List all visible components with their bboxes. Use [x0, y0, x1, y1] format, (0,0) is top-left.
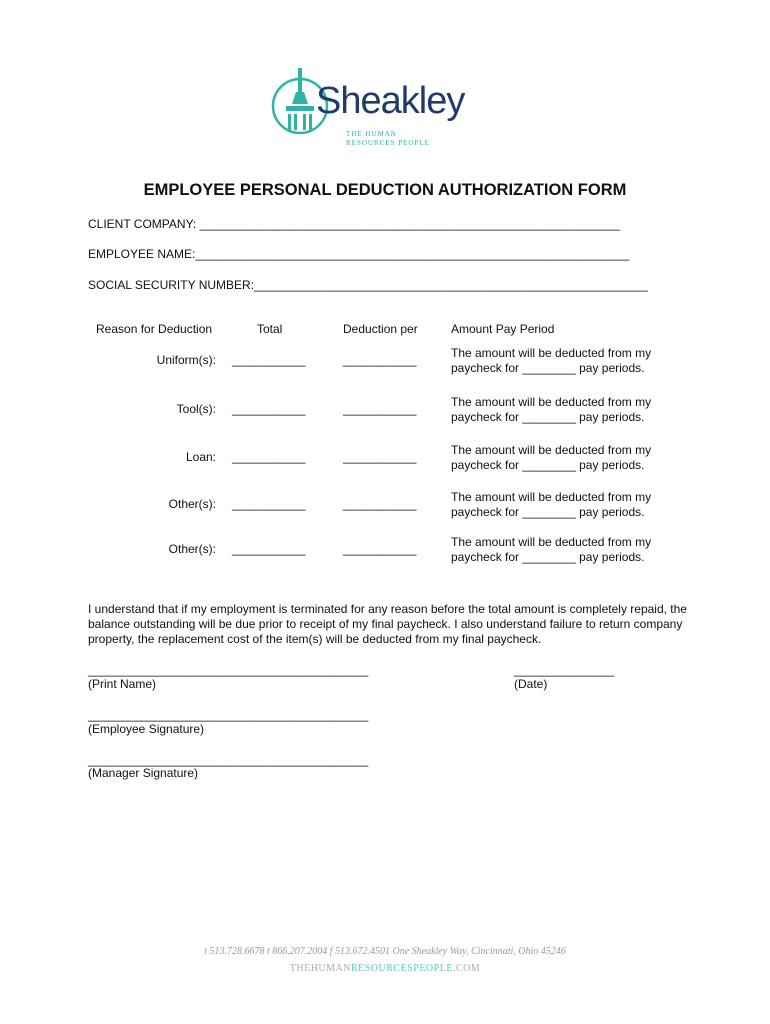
manager-signature-line[interactable]: __________________________________________ [88, 753, 369, 767]
footer-contact: t 513.728.6678 t 866.207.2004 f 513.672.4501 One Sheakley Way, Cincinnati, Ohio 45246 [204, 946, 566, 957]
client-company-field[interactable] [88, 217, 620, 231]
row-amount-text: The amount will be deducted from my paycheck for ________ pay periods. [451, 346, 652, 375]
logo-wordmark: Sheakley [316, 80, 465, 122]
statement-paragraph: I understand that if my employment is terminated for any reason before the total amount is completely repaid, the balance outstanding will be due prior to receipt of my final paycheck. I also understand failure to return company property, the replacement cost of the item(s) will be deducted from my final paycheck. [88, 602, 687, 646]
field-label: CLIENT COMPANY: [88, 217, 200, 231]
row-deduction-per-field[interactable]: ___________ [343, 402, 417, 416]
row-reason: Other(s): [168, 542, 216, 556]
date-label: (Date) [514, 677, 548, 691]
row-total-field[interactable]: ___________ [232, 353, 306, 367]
site-part: .COM [452, 963, 481, 974]
row-deduction-per-field[interactable]: ___________ [343, 450, 417, 464]
print-name-label: (Print Name) [88, 677, 157, 691]
header-total: Total [257, 322, 283, 336]
row-total-field[interactable]: ___________ [232, 402, 306, 416]
header-deduction-per: Deduction per [343, 322, 418, 336]
employee-signature-line[interactable]: __________________________________________ [88, 708, 369, 722]
row-amount-text: The amount will be deducted from my paycheck for ________ pay periods. [451, 395, 652, 424]
row-deduction-per-field[interactable]: ___________ [343, 497, 417, 511]
header-amount-pay-period: Amount Pay Period [451, 322, 555, 336]
field-line[interactable]: ___________________________________________________________ [254, 278, 648, 292]
employee-name-field[interactable] [88, 247, 629, 261]
site-part: RESOURCESPEOPLE [350, 963, 453, 974]
row-total-field[interactable]: ___________ [232, 542, 306, 556]
form-title: EMPLOYEE PERSONAL DEDUCTION AUTHORIZATION FORM [143, 181, 627, 199]
row-reason: Uniform(s): [156, 353, 216, 367]
field-line[interactable]: _______________________________________________________________ [199, 217, 621, 231]
row-total-field[interactable]: ___________ [232, 497, 306, 511]
field-line[interactable]: _________________________________________________________________ [195, 247, 630, 261]
row-amount-text: The amount will be deducted from my paycheck for ________ pay periods. [451, 443, 652, 472]
row-deduction-per-field[interactable]: ___________ [343, 353, 417, 367]
print-name-line[interactable]: __________________________________________ [88, 663, 369, 677]
field-label: EMPLOYEE NAME: [88, 247, 196, 261]
ssn-field[interactable] [88, 278, 648, 292]
field-label: SOCIAL SECURITY NUMBER: [88, 278, 255, 292]
manager-signature-label: (Manager Signature) [88, 766, 199, 780]
row-amount-text: The amount will be deducted from my paycheck for ________ pay periods. [451, 490, 652, 519]
row-reason: Other(s): [168, 497, 216, 511]
logo-tagline: THE HUMAN RESOURCES PEOPLE [346, 130, 430, 147]
footer-website [0, 963, 770, 974]
row-reason: Tool(s): [176, 402, 216, 416]
header-reason: Reason for Deduction [96, 322, 213, 336]
row-deduction-per-field[interactable]: ___________ [343, 542, 417, 556]
site-part: THEHUMAN [289, 963, 351, 974]
sheakley-logo [268, 64, 478, 154]
date-line[interactable]: _______________ [514, 663, 615, 677]
row-reason: Loan: [185, 450, 216, 464]
row-amount-text: The amount will be deducted from my paycheck for ________ pay periods. [451, 535, 652, 564]
employee-signature-label: (Employee Signature) [88, 722, 205, 736]
row-total-field[interactable]: ___________ [232, 450, 306, 464]
